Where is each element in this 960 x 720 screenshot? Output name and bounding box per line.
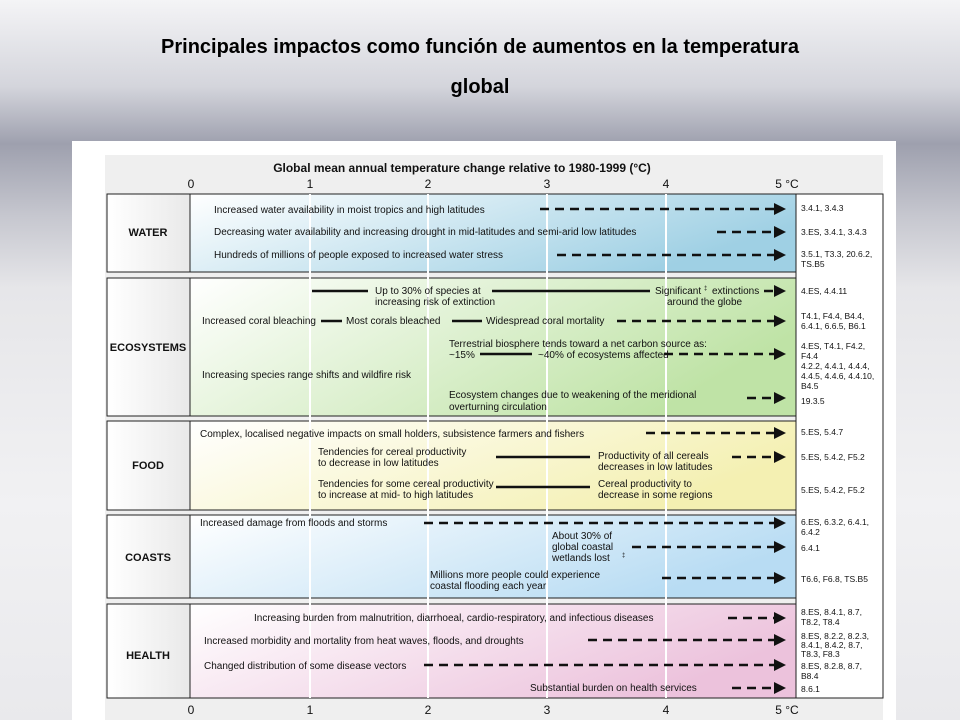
eco-impact-5b: overturning circulation [449, 402, 547, 413]
water-sector-label: WATER [128, 227, 168, 239]
health-sector-label: HEALTH [126, 650, 170, 662]
health-impact-4: Substantial burden on health services [530, 683, 697, 694]
ref-water-3a: 3.5.1, T3.3, 20.6.2, [801, 249, 873, 259]
ref-eco-4b: 4.4.5, 4.4.6, 4.4.10, [801, 371, 875, 381]
page-title-line-1: Principales impactos como función de aumentos en la temperatura [161, 36, 799, 58]
ref-health-2b: 8.4.1, 8.4.2, 8.7, [801, 640, 863, 650]
ecosystems-sector-label: ECOSYSTEMS [109, 342, 187, 354]
ref-eco-2a: T4.1, F4.4, B4.4, [801, 311, 865, 321]
water-impact-3: Hundreds of millions of people exposed to increased water stress [214, 250, 504, 261]
ref-eco-5: 19.3.5 [801, 396, 825, 406]
bottom-tick-5: 5 °C [775, 703, 799, 717]
health-impact-3: Changed distribution of some disease vectors [204, 661, 407, 672]
eco-impact-1c: Significant [655, 286, 702, 297]
top-tick-0: 0 [187, 177, 195, 191]
ref-eco-4c: B4.5 [801, 381, 819, 391]
coast-impact-2b: global coastal [552, 542, 614, 553]
coast-impact-2c: wetlands lost [552, 553, 610, 564]
ref-health-3b: B8.4 [801, 671, 819, 681]
ref-health-2c: T8.3, F8.3 [801, 649, 840, 659]
ref-health-1a: 8.ES, 8.4.1, 8.7, [801, 607, 862, 617]
ref-food-3: 5.ES, 5.4.2, F5.2 [801, 485, 865, 495]
ref-coast-2: 6.4.1 [801, 543, 820, 553]
coast-impact-3a: Millions more people could experience [430, 570, 601, 581]
health-impact-1: Increasing burden from malnutrition, diarrhoeal, cardio-respiratory, and infectious diseases [254, 613, 654, 624]
top-tick-2: 2 [424, 177, 432, 191]
top-tick-3: 3 [543, 177, 551, 191]
food-impact-2a: Tendencies for cereal productivity [318, 447, 467, 458]
bottom-tick-1: 1 [306, 703, 314, 717]
eco-impact-1e: around the globe [667, 297, 743, 308]
top-tick-4: 4 [662, 177, 670, 191]
ref-health-1b: T8.2, T8.4 [801, 617, 840, 627]
top-tick-5: 5 °C [775, 177, 799, 191]
water-impact-2: Decreasing water availability and increasing drought in mid-latitudes and semi-arid low latitudes [214, 227, 637, 238]
page-title-line-2: global [450, 76, 510, 98]
coast-impact-2a: About 30% of [552, 531, 613, 542]
coast-impact-3b: coastal flooding each year [430, 581, 547, 592]
food-impact-2b: to decrease in low latitudes [318, 458, 439, 469]
impacts-diagram-panel [72, 141, 896, 720]
bottom-tick-2: 2 [424, 703, 432, 717]
ref-water-2: 3.ES, 3.4.1, 3.4.3 [801, 227, 867, 237]
ref-food-2: 5.ES, 5.4.2, F5.2 [801, 452, 865, 462]
eco-impact-5a: Ecosystem changes due to weakening of the meridional [449, 390, 697, 401]
bottom-tick-4: 4 [662, 703, 670, 717]
eco-impact-3b: ~15% [449, 350, 475, 361]
eco-impact-1a: Up to 30% of species at [375, 286, 481, 297]
food-impact-3a: Tendencies for some cereal productivity [318, 479, 494, 490]
ref-eco-4a: 4.2.2, 4.4.1, 4.4.4, [801, 361, 870, 371]
ref-health-2a: 8.ES, 8.2.2, 8.2.3, [801, 631, 870, 641]
ref-health-4: 8.6.1 [801, 684, 820, 694]
eco-impact-1d: extinctions [712, 286, 760, 297]
health-impact-2: Increased morbidity and mortality from heat waves, floods, and droughts [204, 636, 524, 647]
eco-footnote-mark: ‡ [704, 286, 708, 292]
ref-eco-1: 4.ES, 4.4.11 [801, 286, 848, 296]
eco-impact-2b: Most corals bleached [346, 316, 441, 327]
food-impact-3c: Cereal productivity to [598, 479, 692, 490]
food-impact-2d: decreases in low latitudes [598, 462, 713, 473]
food-impact-3d: decrease in some regions [598, 490, 713, 501]
ref-food-1: 5.ES, 5.4.7 [801, 427, 844, 437]
food-impact-3b: to increase at mid- to high latitudes [318, 490, 474, 501]
coast-footnote-mark: ‡ [622, 553, 626, 559]
top-tick-1: 1 [306, 177, 314, 191]
eco-impact-3c: ~40% of ecosystems affected [538, 350, 669, 361]
food-sector-label: FOOD [132, 460, 164, 472]
axis-title: Global mean annual temperature change relative to 1980-1999 (°C) [273, 161, 651, 175]
ref-water-1: 3.4.1, 3.4.3 [801, 203, 844, 213]
food-impact-1: Complex, localised negative impacts on small holders, subsistence farmers and fishers [200, 429, 585, 440]
eco-impact-2c: Widespread coral mortality [486, 316, 605, 327]
eco-impact-3a: Terrestrial biosphere tends toward a net carbon source as: [449, 339, 707, 350]
ref-coast-3: T6.6, F6.8, TS.B5 [801, 574, 868, 584]
ref-eco-3a: 4.ES, T4.1, F4.2, [801, 341, 866, 351]
ref-health-3a: 8.ES, 8.2.8, 8.7, [801, 661, 862, 671]
eco-impact-1b: increasing risk of extinction [375, 297, 496, 308]
ref-eco-3b: F4.4 [801, 351, 819, 361]
coast-impact-1: Increased damage from floods and storms [200, 518, 388, 529]
ref-eco-2b: 6.4.1, 6.6.5, B6.1 [801, 321, 866, 331]
eco-impact-4: Increasing species range shifts and wildfire risk [202, 370, 411, 381]
eco-impact-2a: Increased coral bleaching [202, 316, 316, 327]
ref-coast-1b: 6.4.2 [801, 527, 820, 537]
ref-water-3b: TS.B5 [801, 259, 825, 269]
water-impact-1: Increased water availability in moist tropics and high latitudes [214, 205, 485, 216]
bottom-tick-0: 0 [187, 703, 195, 717]
impacts-diagram [72, 141, 896, 720]
ref-coast-1a: 6.ES, 6.3.2, 6.4.1, [801, 517, 870, 527]
coasts-sector-label: COASTS [125, 552, 171, 564]
bottom-tick-3: 3 [543, 703, 551, 717]
food-impact-2c: Productivity of all cereals [598, 451, 709, 462]
